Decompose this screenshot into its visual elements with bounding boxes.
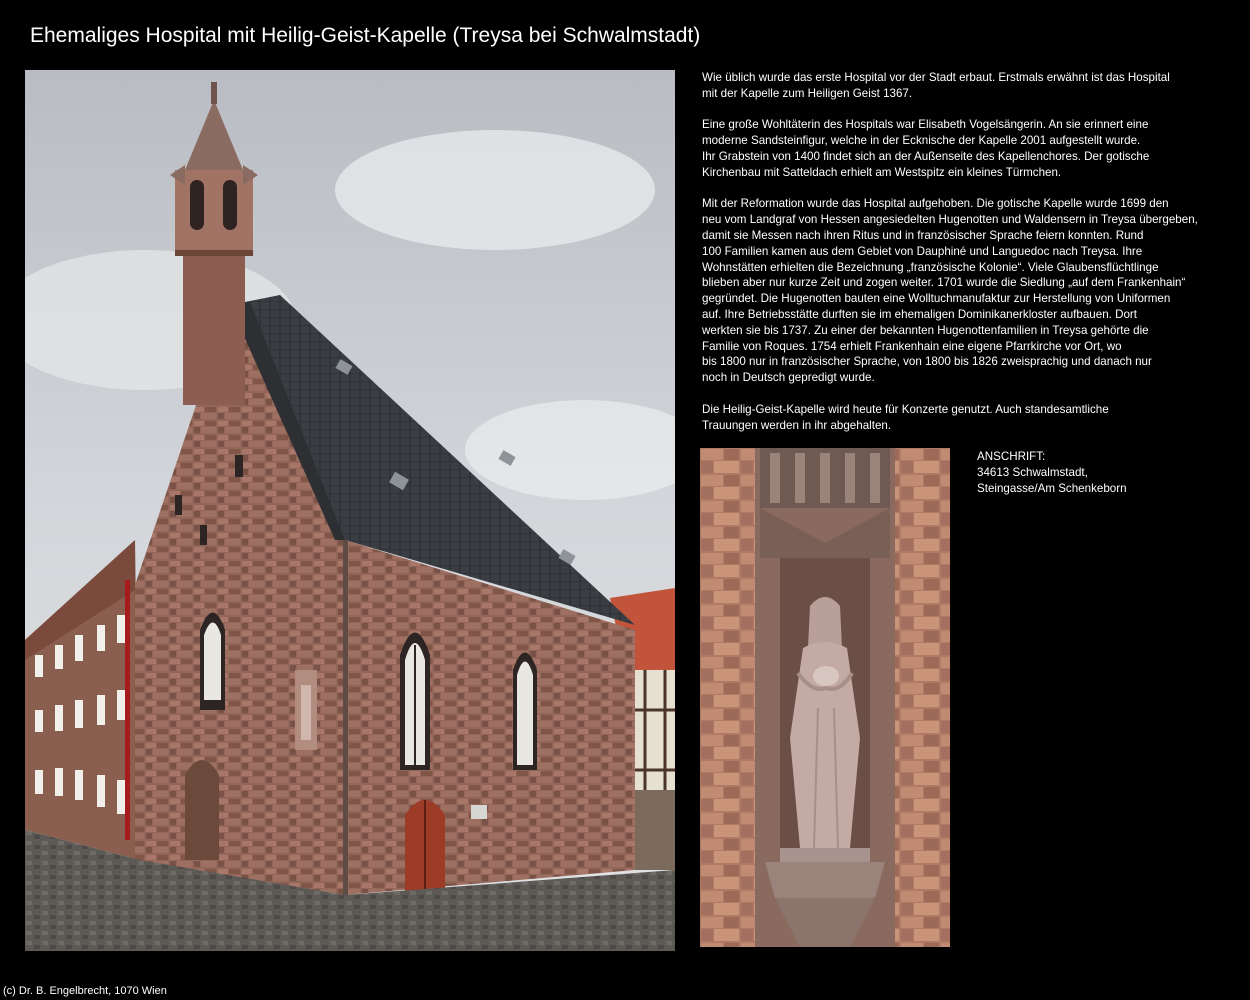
page-title: Ehemaliges Hospital mit Heilig-Geist-Kapelle (Treysa bei Schwalmstadt) bbox=[30, 24, 701, 47]
article-text bbox=[702, 70, 1227, 449]
article-paragraph-1: Wie üblich wurde das erste Hospital vor der Stadt erbaut. Erstmals erwähnt ist das Hospital mit der Kapelle zum Heiligen Geist 1367. bbox=[702, 71, 1170, 100]
article-paragraph-2: Eine große Wohltäterin des Hospitals war Elisabeth Vogelsängerin. An sie erinnert eine moderne Sandsteinfigur, welche in der Ecknische der Kapelle 2001 aufgestellt wurde. Ihr Grabstein von 1400 findet sich an der Außenseite des Kapellenchores. Der gotische Kirchenbau mit Satteldach erhielt am Westspitz ein kleines Türmchen. bbox=[702, 118, 1150, 179]
chapel-photo bbox=[25, 70, 675, 951]
article-paragraph-3: Mit der Reformation wurde das Hospital aufgehoben. Die gotische Kapelle wurde 1699 den neu vom Landgraf von Hessen angesiedelten Hugenotten und Waldensern in Treysa übergeben, damit sie Messen nach ihren Ritus und in französischer Sprache feiern konnten. Rund 100 Familien kamen aus dem Gebiet von Dauphiné und Languedoc nach Treysa. Ihre Wohnstätten erhielten die Bezeichnung „französische Kolonie“. Viele Glaubensflüchtlinge blieben aber nur kurze Zeit und zogen weiter. 1701 wurde die Siedlung „auf dem Frankenhain“ gegründet. Die Hugenotten bauten eine Wolltuchmanufaktur zur Herstellung von Uniformen auf. Ihre Betriebsstätte durften sie im ehemaligen Dominikanerkloster aufbauen. Dort werkten sie bis 1737. Zu einer der bekannten Hugenottenfamilien in Treysa gehörte die Familie von Roques. 1754 erhielt Frankenhain eine eigene Pfarrkirche vor Ort, wo bis 1800 nur in französischer Sprache, von 1800 bis 1826 zweisprachig und danach nur noch in Deutsch gepredigt wurde. bbox=[702, 197, 1198, 385]
address-line-1: 34613 Schwalmstadt, bbox=[977, 466, 1088, 479]
article-paragraph-4: Die Heilig-Geist-Kapelle wird heute für Konzerte genutzt. Auch standesamtliche Trauungen werden in ihr abgehalten. bbox=[702, 402, 1109, 432]
address-label: ANSCHRIFT: bbox=[977, 450, 1046, 463]
copyright-footer: (c) Dr. B. Engelbrecht, 1070 Wien bbox=[3, 985, 167, 997]
address-line-2: Steingasse/Am Schenkeborn bbox=[977, 482, 1127, 495]
statue-photo bbox=[700, 448, 950, 947]
address-block bbox=[977, 449, 1127, 497]
